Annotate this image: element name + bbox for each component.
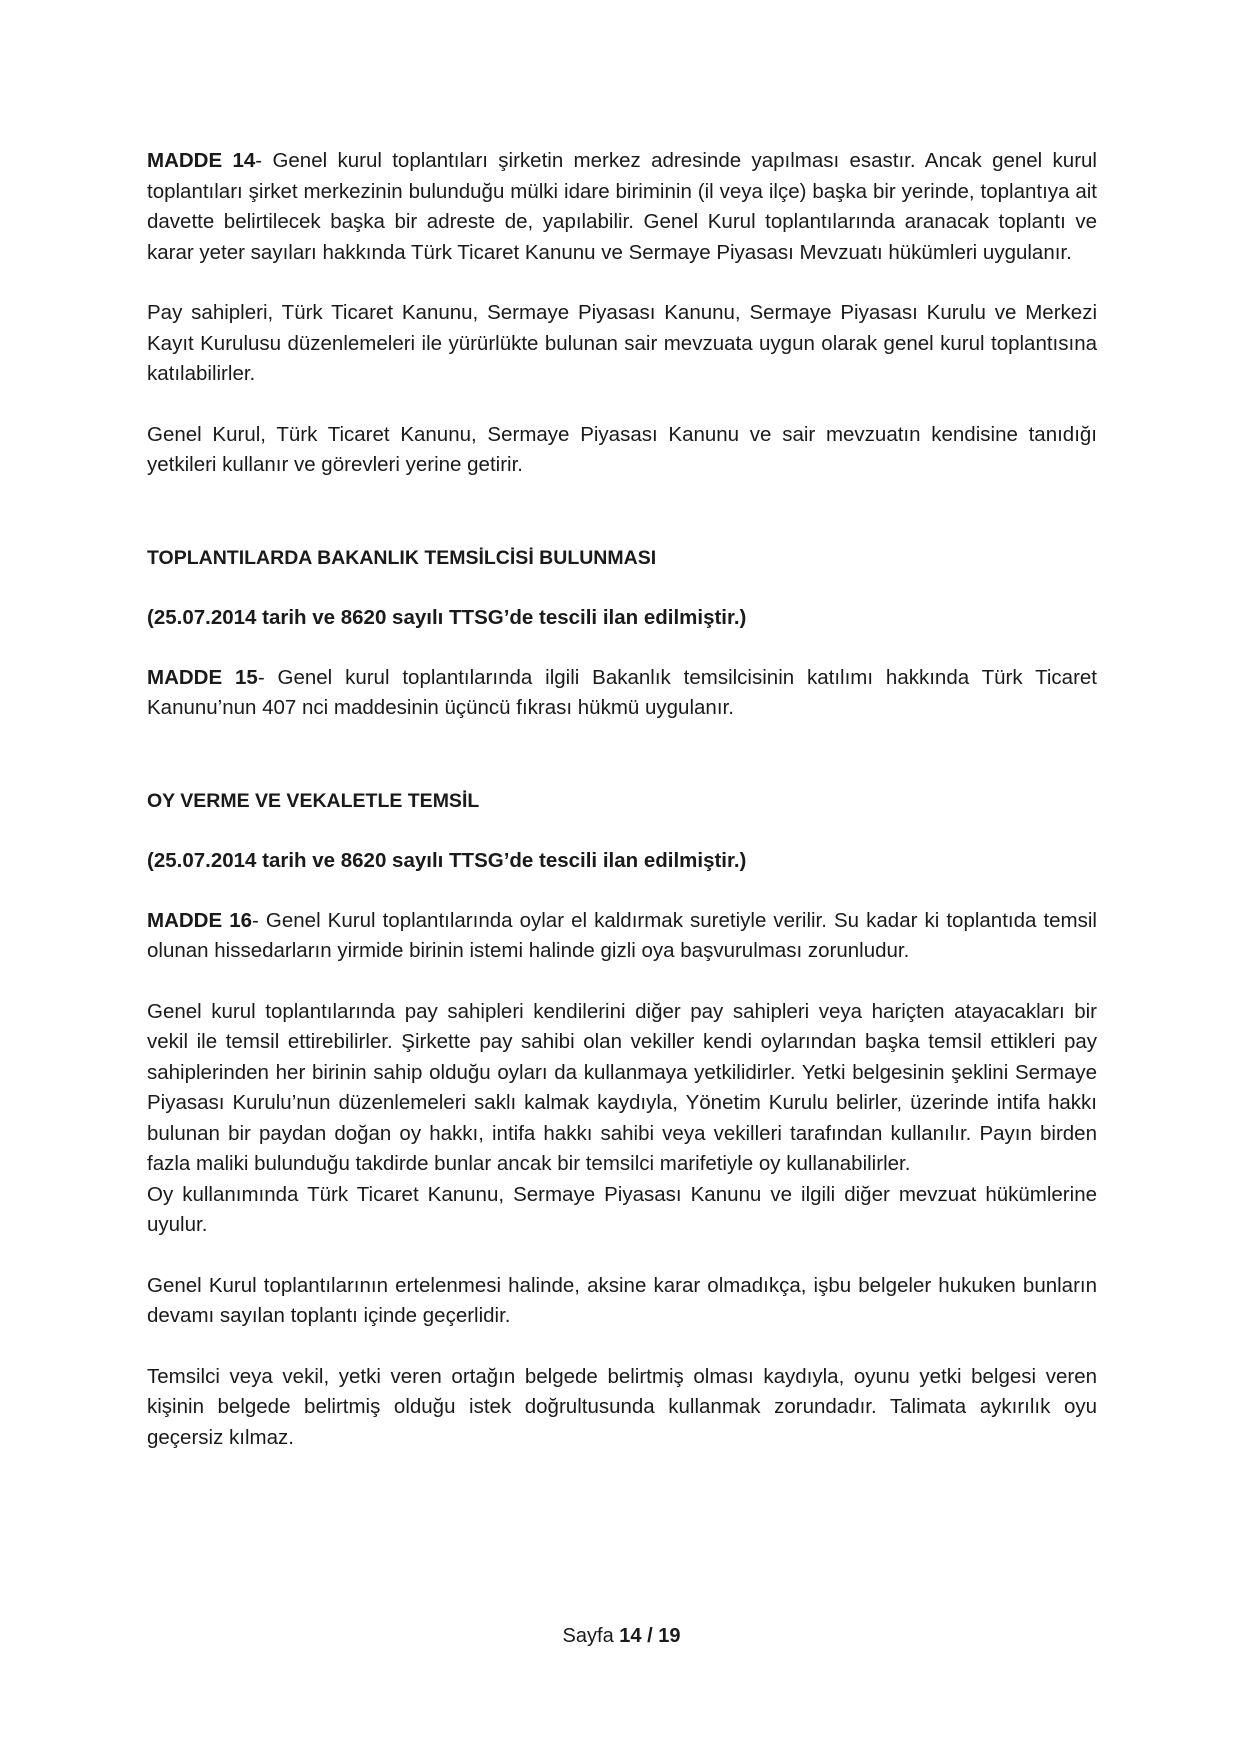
madde-16-paragraph — [147, 906, 1097, 967]
section-15-heading: TOPLANTILARDA BAKANLIK TEMSİLCİSİ BULUNMASI — [147, 546, 657, 569]
section-16-registration-note: (25.07.2014 tarih ve 8620 sayılı TTSG’de tescili ilan edilmiştir.) — [147, 848, 747, 872]
madde-14-paragraph-3: Genel Kurul, Türk Ticaret Kanunu, Sermaye Piyasası Kanunu ve sair mevzuatın kendisine tanıdığı yetkileri kullanır ve görevleri yerine getirir. — [147, 422, 1097, 476]
current-page-number: 14 — [619, 1625, 642, 1647]
madde-16-text: - Genel Kurul toplantılarında oylar el kaldırmak suretiyle verilir. Su kadar ki toplantıda temsil olunan hissedarların yirmide birinin istemi halinde gizli oya başvurulması zorunludur. — [147, 908, 1097, 962]
section-15-registration-note: (25.07.2014 tarih ve 8620 sayılı TTSG’de tescili ilan edilmiştir.) — [147, 605, 747, 629]
madde-16-paragraph-3: Oy kullanımında Türk Ticaret Kanunu, Sermaye Piyasası Kanunu ve ilgili diğer mevzuat hükümlerine uyulur. — [147, 1182, 1097, 1236]
page-number-prefix: Sayfa — [562, 1625, 614, 1647]
section-16-heading: OY VERME VE VEKALETLE TEMSİL — [147, 789, 480, 812]
madde-15-text: - Genel kurul toplantılarında ilgili Bakanlık temsilcisinin katılımı hakkında Türk Ticaret Kanunu’nun 407 nci maddesinin üçüncü fıkrası hükmü uygulanır. — [147, 665, 1097, 719]
madde-16-label: MADDE 16 — [147, 908, 253, 932]
madde-15-label: MADDE 15 — [147, 665, 258, 689]
page-number-separator: / — [647, 1625, 653, 1647]
madde-15-paragraph — [147, 663, 1097, 724]
total-page-count: 19 — [658, 1625, 681, 1647]
page-footer — [0, 1622, 1243, 1650]
madde-14-label: MADDE 14 — [147, 149, 256, 172]
madde-16-paragraph-5: Temsilci veya vekil, yetki veren ortağın belgede belirtmiş olması kaydıyla, oyunu yetki belgesi veren kişinin belgede belirtmiş olduğu istek doğrultusunda kullanmak zorundadır. Talimata aykırılık oyu geçersiz kılmaz. — [147, 1364, 1097, 1449]
madde-14-paragraph-2: Pay sahipleri, Türk Ticaret Kanunu, Sermaye Piyasası Kanunu, Sermaye Piyasası Kurulu ve Merkezi Kayıt Kurulusu düzenlemeleri ile yürürlükte bulunan sair mevzuata uygun olarak genel kurul toplantısına katılabilirler. — [147, 301, 1097, 385]
madde-14-text: - Genel kurul toplantıları şirketin merkez adresinde yapılması esastır. Ancak genel kurul toplantıları şirket merkezinin bulunduğu mülki idare biriminin (il veya ilçe) başka bir yerinde, toplantıya ait davette belirtilecek başka bir adreste de, yapılabilir. Genel Kurul toplantılarında aranacak toplantı ve karar yeter sayıları hakkında Türk Ticaret Kanunu ve Sermaye Piyasası Mevzuatı hükümleri uygulanır. — [147, 149, 1097, 264]
document-body — [147, 146, 1097, 1453]
madde-14-paragraph — [147, 146, 1097, 268]
madde-16-paragraph-4: Genel Kurul toplantılarının ertelenmesi halinde, aksine karar olmadıkça, işbu belgeler hukuken bunların devamı sayılan toplantı içinde geçerlidir. — [147, 1273, 1097, 1327]
madde-16-paragraph-2: Genel kurul toplantılarında pay sahipleri kendilerini diğer pay sahipleri veya hariçten atayacakları bir vekil ile temsil ettirebilirler. Şirkette pay sahibi olan vekiller kendi oylarından başka temsil ettikleri pay sahiplerinden her birinin sahip olduğu oyları da kullanmaya yetkilidirler. Yetki belgesinin şeklini Sermaye Piyasası Kurulu’nun düzenlemeleri saklı kalmak kaydıyla, Yönetim Kurulu belirler, üzerinde intifa hakkı bulunan bir paydan doğan oy hakkı, intifa hakkı sahibi veya vekilleri tarafından kullanılır. Payın birden fazla maliki bulunduğu takdirde bunlar ancak bir temsilci marifetiyle oy kullanabilirler. — [147, 999, 1097, 1175]
